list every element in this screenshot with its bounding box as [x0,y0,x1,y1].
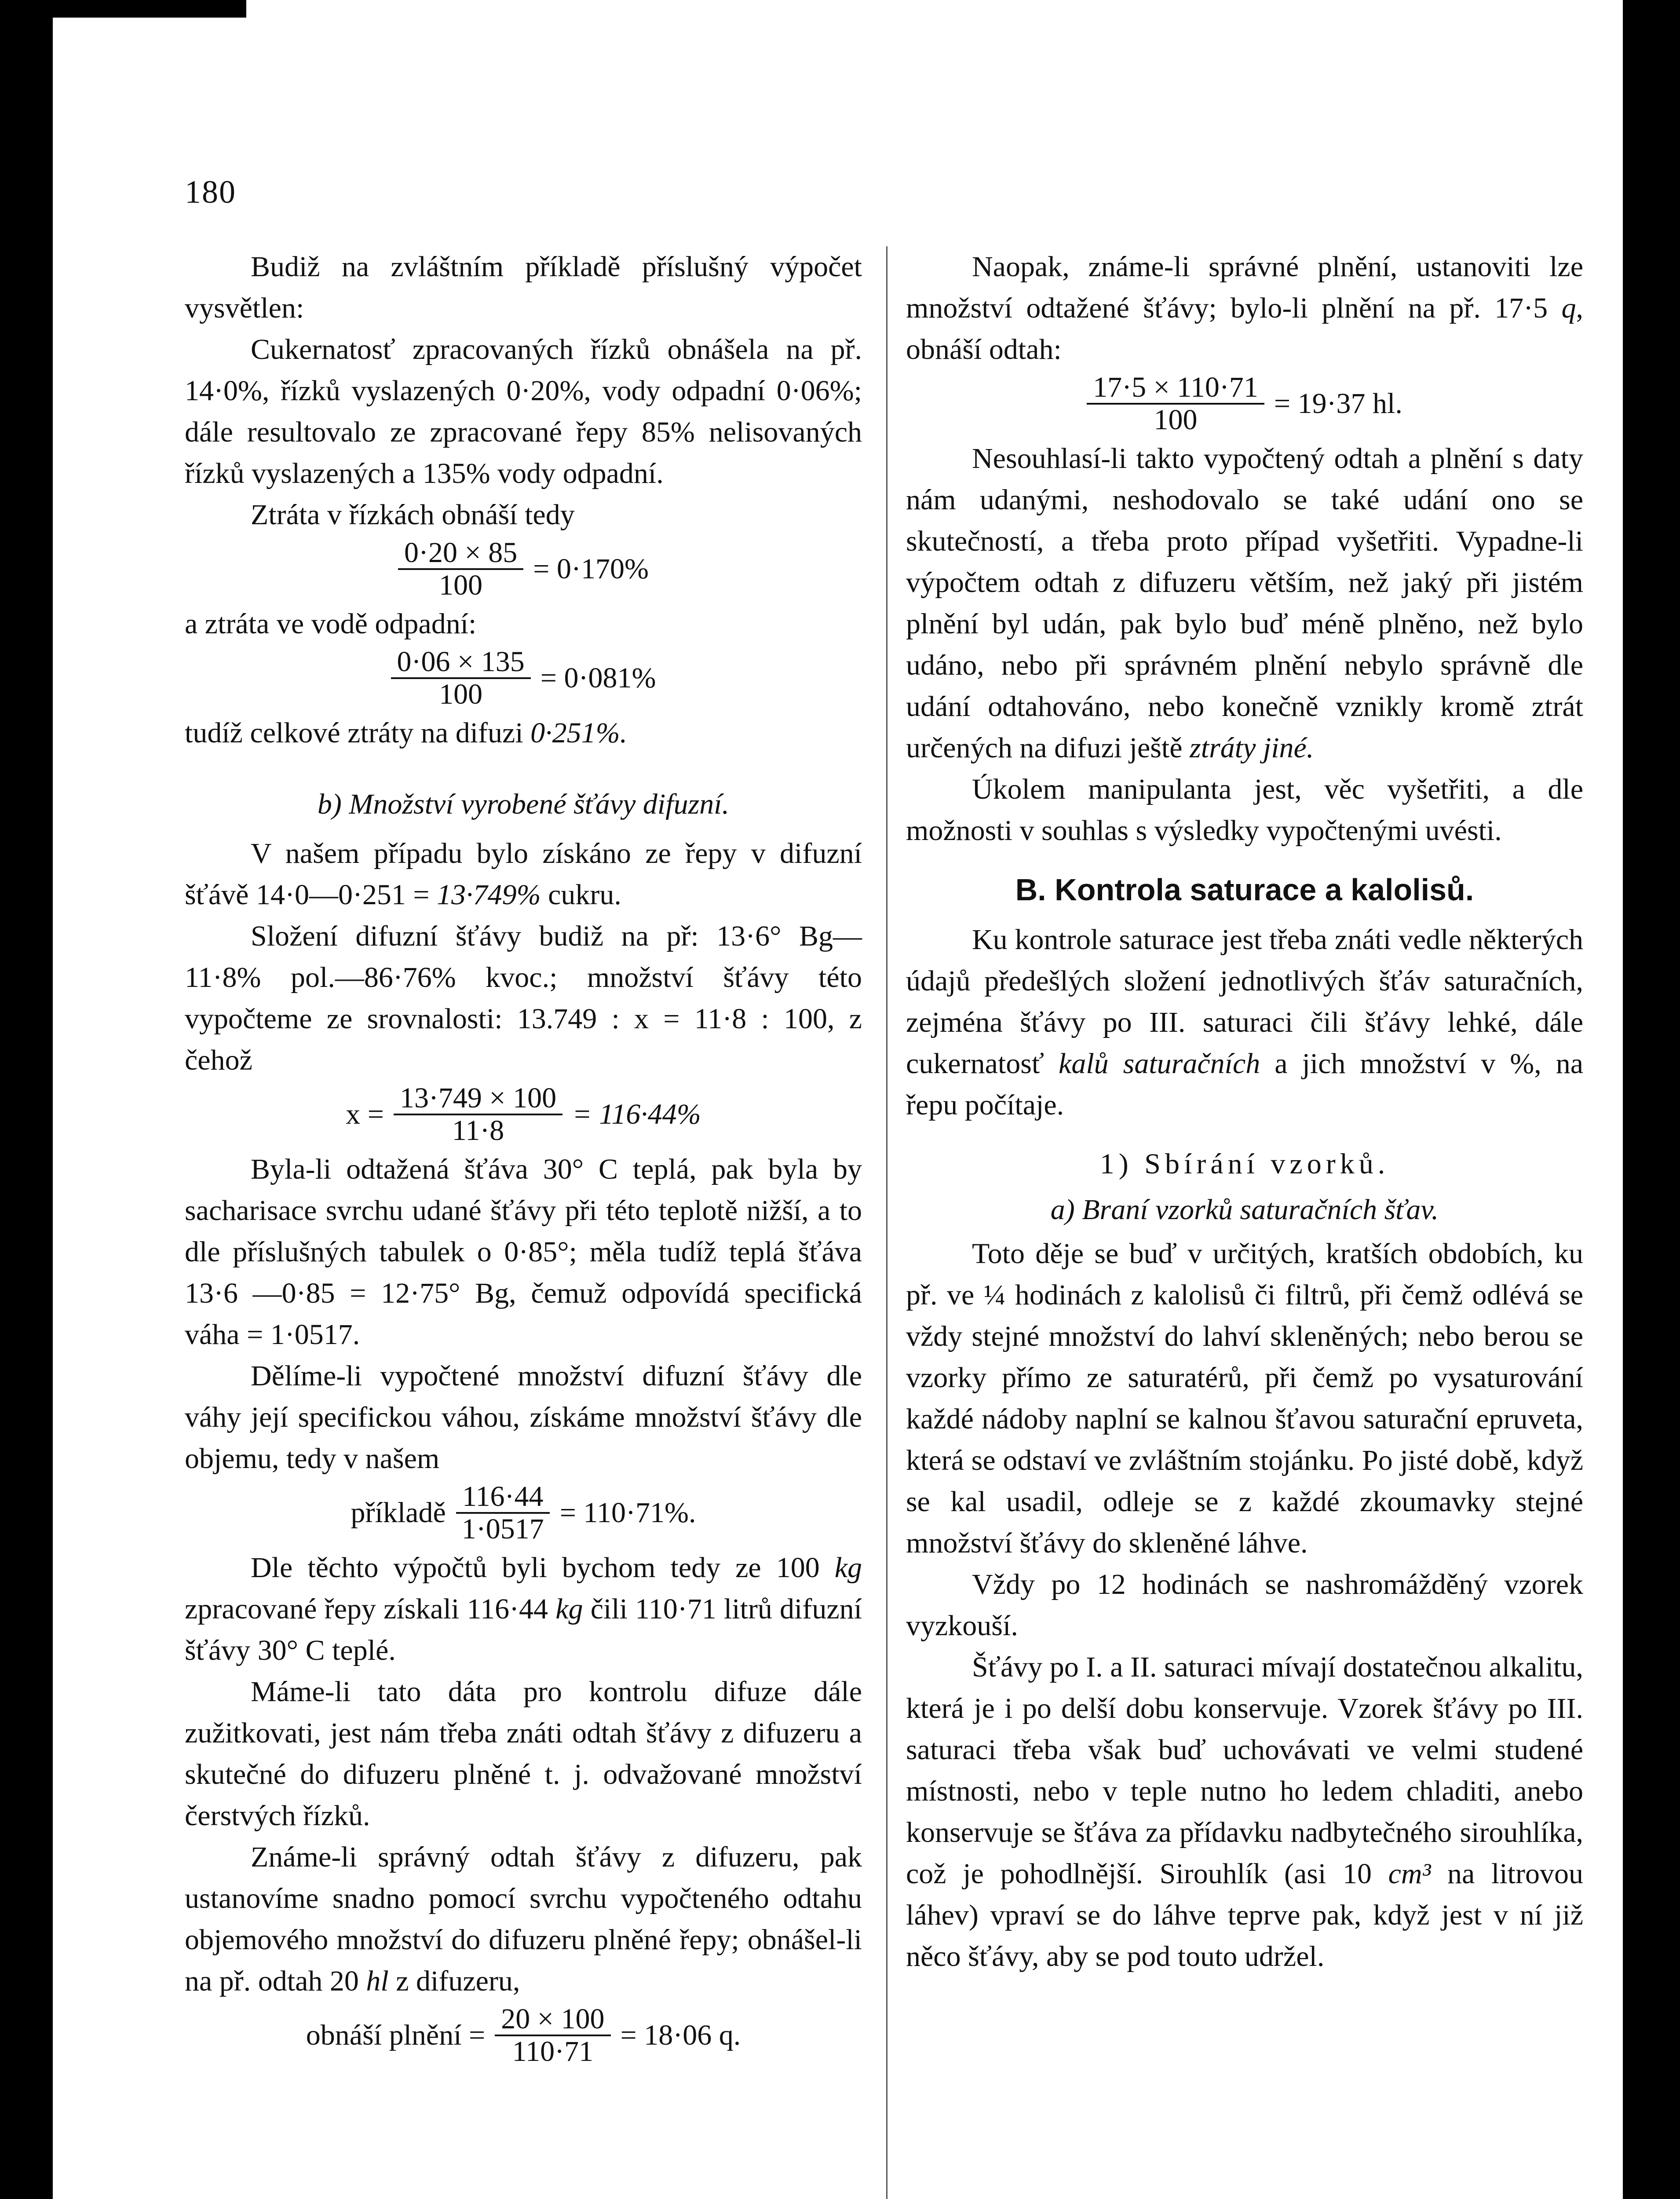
formula-result: = 18·06 q. [620,2019,741,2051]
spacer [185,754,862,776]
text: zpracované řepy získali 116·44 [185,1593,548,1625]
numerator: 13·749 × 100 [394,1083,562,1115]
text: tudíž celkové ztráty na difuzi [185,717,523,749]
fraction [495,2004,610,2067]
formula-loss-water [185,647,862,710]
formula-juice-amount [185,1083,862,1146]
paragraph [906,919,1583,1126]
paragraph: Byla-li odtažená šťáva 30° C teplá, pak byla by sacharisace svrchu udané šťávy při této teplotě nižší, a to dle příslušných tabulek o 0·85°; měla tudíž teplá šťáva 13·6 —0·85 = 12·75° Bg, čemuž odpovídá specifická váha = 1·0517. [185,1153,862,1351]
paragraph: Vždy po 12 hodinách se nashromážděný vzorek vyzkouší. [906,1568,1583,1642]
paragraph [185,1837,862,2002]
formula-result: = 0·170% [533,553,649,585]
formula-lhs: obnáší plnění = [306,2019,486,2051]
formula-lhs: příkladě [351,1497,446,1529]
text: cukru. [548,879,621,911]
paragraph: Dělíme-li vypočtené množství difuzní šťávy dle váhy její specifickou váhou, získáme množství šťávy dle objemu, tedy v našem [185,1360,862,1475]
paragraph [185,833,862,916]
text: na litrovou láhev) vpraví se do láhve teprve pak, když jest v ní již něco šťávy, aby se pod touto udržel. [906,1858,1583,1973]
total-loss-value: 0·251%. [530,717,628,749]
scan-border-right [1623,0,1680,2199]
numerator: 0·06 × 135 [391,647,531,679]
section-heading: b) Množství vyrobené šťávy difuzní. [317,788,730,820]
denominator: 11·8 [452,1114,504,1147]
paragraph: Cukernatosť zpracovaných řízků obnášela na př. 14·0%, řízků vyslazených 0·20%, vody odpadní 0·06%; dále resultovalo ze zpracované řepy 85% nelisovaných řízků vyslazených a 135% vody odpadní. [185,333,862,489]
denominator: 100 [1154,404,1198,436]
unit: hl [366,1965,389,1997]
numerator: 116·44 [456,1481,550,1514]
text: V našem případu bylo získáno ze řepy v difuzní šťávě 14·0—0·251 = [185,837,862,911]
text: kalů saturačních [1059,1048,1260,1080]
formula-draw [906,372,1583,435]
right-column [906,246,1583,1977]
left-column [185,246,862,2070]
formula-filling [185,2004,862,2067]
unit: kg [555,1593,583,1625]
denominator: 1·0517 [461,1513,544,1545]
fraction [456,1481,550,1545]
paragraph: a ztráta ve vodě odpadní: [185,608,477,640]
text: Šťávy po I. a II. saturaci mívají dostatečnou alkalitu, která je i po delší dobu konservuje. Vzorek šťávy po III. saturaci třeba však buď uchovávati ve velmi studené místnosti, nebo v teple nutno ho ledem chladiti, anebo konservuje se šťáva za přídavku nadbytečného sirouhlíka, což je pohodlnější. Sirouhlík (asi 10 [906,1651,1583,1890]
paragraph: Budiž na zvláštním příkladě příslušný výpočet vysvětlen: [185,251,862,324]
paragraph: Ztráta v řízkách obnáší tedy [251,499,575,531]
text: , obnáší odtah: [906,292,1584,365]
paragraph [185,1547,862,1671]
paragraph [906,1647,1583,1977]
text: Dle těchto výpočtů byli bychom tedy ze 100 [251,1552,820,1584]
paragraph [185,712,862,754]
paragraph [906,438,1583,769]
subsection-subheading: a) Braní vzorků saturačních šťav. [1050,1194,1439,1226]
text: Ku kontrole saturace jest třeba znáti vedle některých údajů předešlých složení jednotlivých šťáv saturačních, zejména šťávy po III. saturaci čili šťávy lehké, dále cukernatosť [906,924,1583,1080]
unit: kg [834,1552,862,1584]
denominator: 100 [439,569,483,601]
text: z difuzeru, [396,1965,520,1997]
formula-volume [185,1481,862,1545]
numerator: 0·20 × 85 [398,537,523,570]
paragraph: Toto děje se buď v určitých, kratších obdobích, ku př. ve ¼ hodinách z kalolisů či filtrů, při čemž odlévá se vždy stejné množství do lahví skleněných; nebo berou se vzorky přímo ze saturatérů, při čemž po vysaturování každé nádoby naplní se kalnou šťavou saturační epruveta, která se odstaví ve zvláštním stojánku. Po jisté době, když se kal usadil, odleje se z každé zkoumavky stejné množství šťávy do skleněné láhve. [906,1238,1583,1559]
sugar-value: 13·749% [437,879,541,911]
fraction [398,537,523,601]
paragraph: Úkolem manipulanta jest, věc vyšetřiti, a dle možnosti v souhlas s výsledky vypočtenými uvésti. [906,773,1583,847]
fraction [1087,372,1264,435]
denominator: 100 [439,678,483,710]
formula-lhs: x = [346,1098,384,1130]
paragraph: Složení difuzní šťávy budiž na př: 13·6° Bg—11·8% pol.—86·76% kvoc.; množství šťávy této vypočteme ze srovnalosti: 13.749 : x = 11·8 : 100, z čehož [185,920,862,1076]
section-title: B. Kontrola saturace a kalolisů. [1015,873,1474,907]
formula-result: = 0·081% [540,662,656,694]
text: ztráty jiné. [1190,732,1314,764]
text: Známe-li správný odtah šťávy z difuzeru, pak ustanovíme snadno pomocí svrchu vypočteného odtahu objemového množství do difuzeru plněné řepy; obnášel-li na př. odtah 20 [185,1841,862,1997]
fraction [391,647,531,710]
unit: cm³ [1388,1858,1431,1890]
subsection-heading: 1) Sbírání vzorků. [1099,1148,1390,1180]
text: Nesouhlasí-li takto vypočtený odtah a plnění s daty nám udanými, neshodovalo se také udání ono se skutečností, a třeba proto případ vyšetřiti. Vypadne-li výpočtem odtah z difuzeru větším, než jaký při jistém plnění byl udán, pak bylo buď méně plněno, než bylo udáno, nebo při správném plnění nebylo správně dle udání odtahováno, nebo konečně vznikly kromě ztrát určených na difuzi ještě [906,442,1583,764]
paragraph: Máme-li tato dáta pro kontrolu difuze dále zužitkovati, jest nám třeba znáti odtah šťávy z difuzeru a skutečné do difuzeru plněné t. j. odvažované množství čerstvých řízků. [185,1676,862,1832]
scan-border-top [0,0,246,18]
text: a jich množství v %, na řepu počítaje. [906,1048,1583,1121]
text: čili 110·71 litrů difuzní šťávy 30° C teplé. [185,1593,862,1666]
fraction [394,1083,562,1146]
paragraph [906,246,1583,370]
numerator: 20 × 100 [495,2004,610,2036]
page-number: 180 [185,174,236,210]
formula-result: = 110·71%. [559,1497,696,1529]
scan-border-left [0,0,53,2199]
denominator: 110·71 [512,2035,594,2067]
formula-result: = 116·44% [572,1098,701,1130]
formula-loss-pulp [185,537,862,601]
unit: q [1561,292,1576,324]
column-divider [886,246,887,2199]
numerator: 17·5 × 110·71 [1087,372,1264,405]
formula-result: = 19·37 hl. [1274,387,1402,420]
text: Naopak, známe-li správné plnění, ustanoviti lze množství odtažené šťávy; bylo-li plnění na př. 17·5 [906,251,1583,324]
